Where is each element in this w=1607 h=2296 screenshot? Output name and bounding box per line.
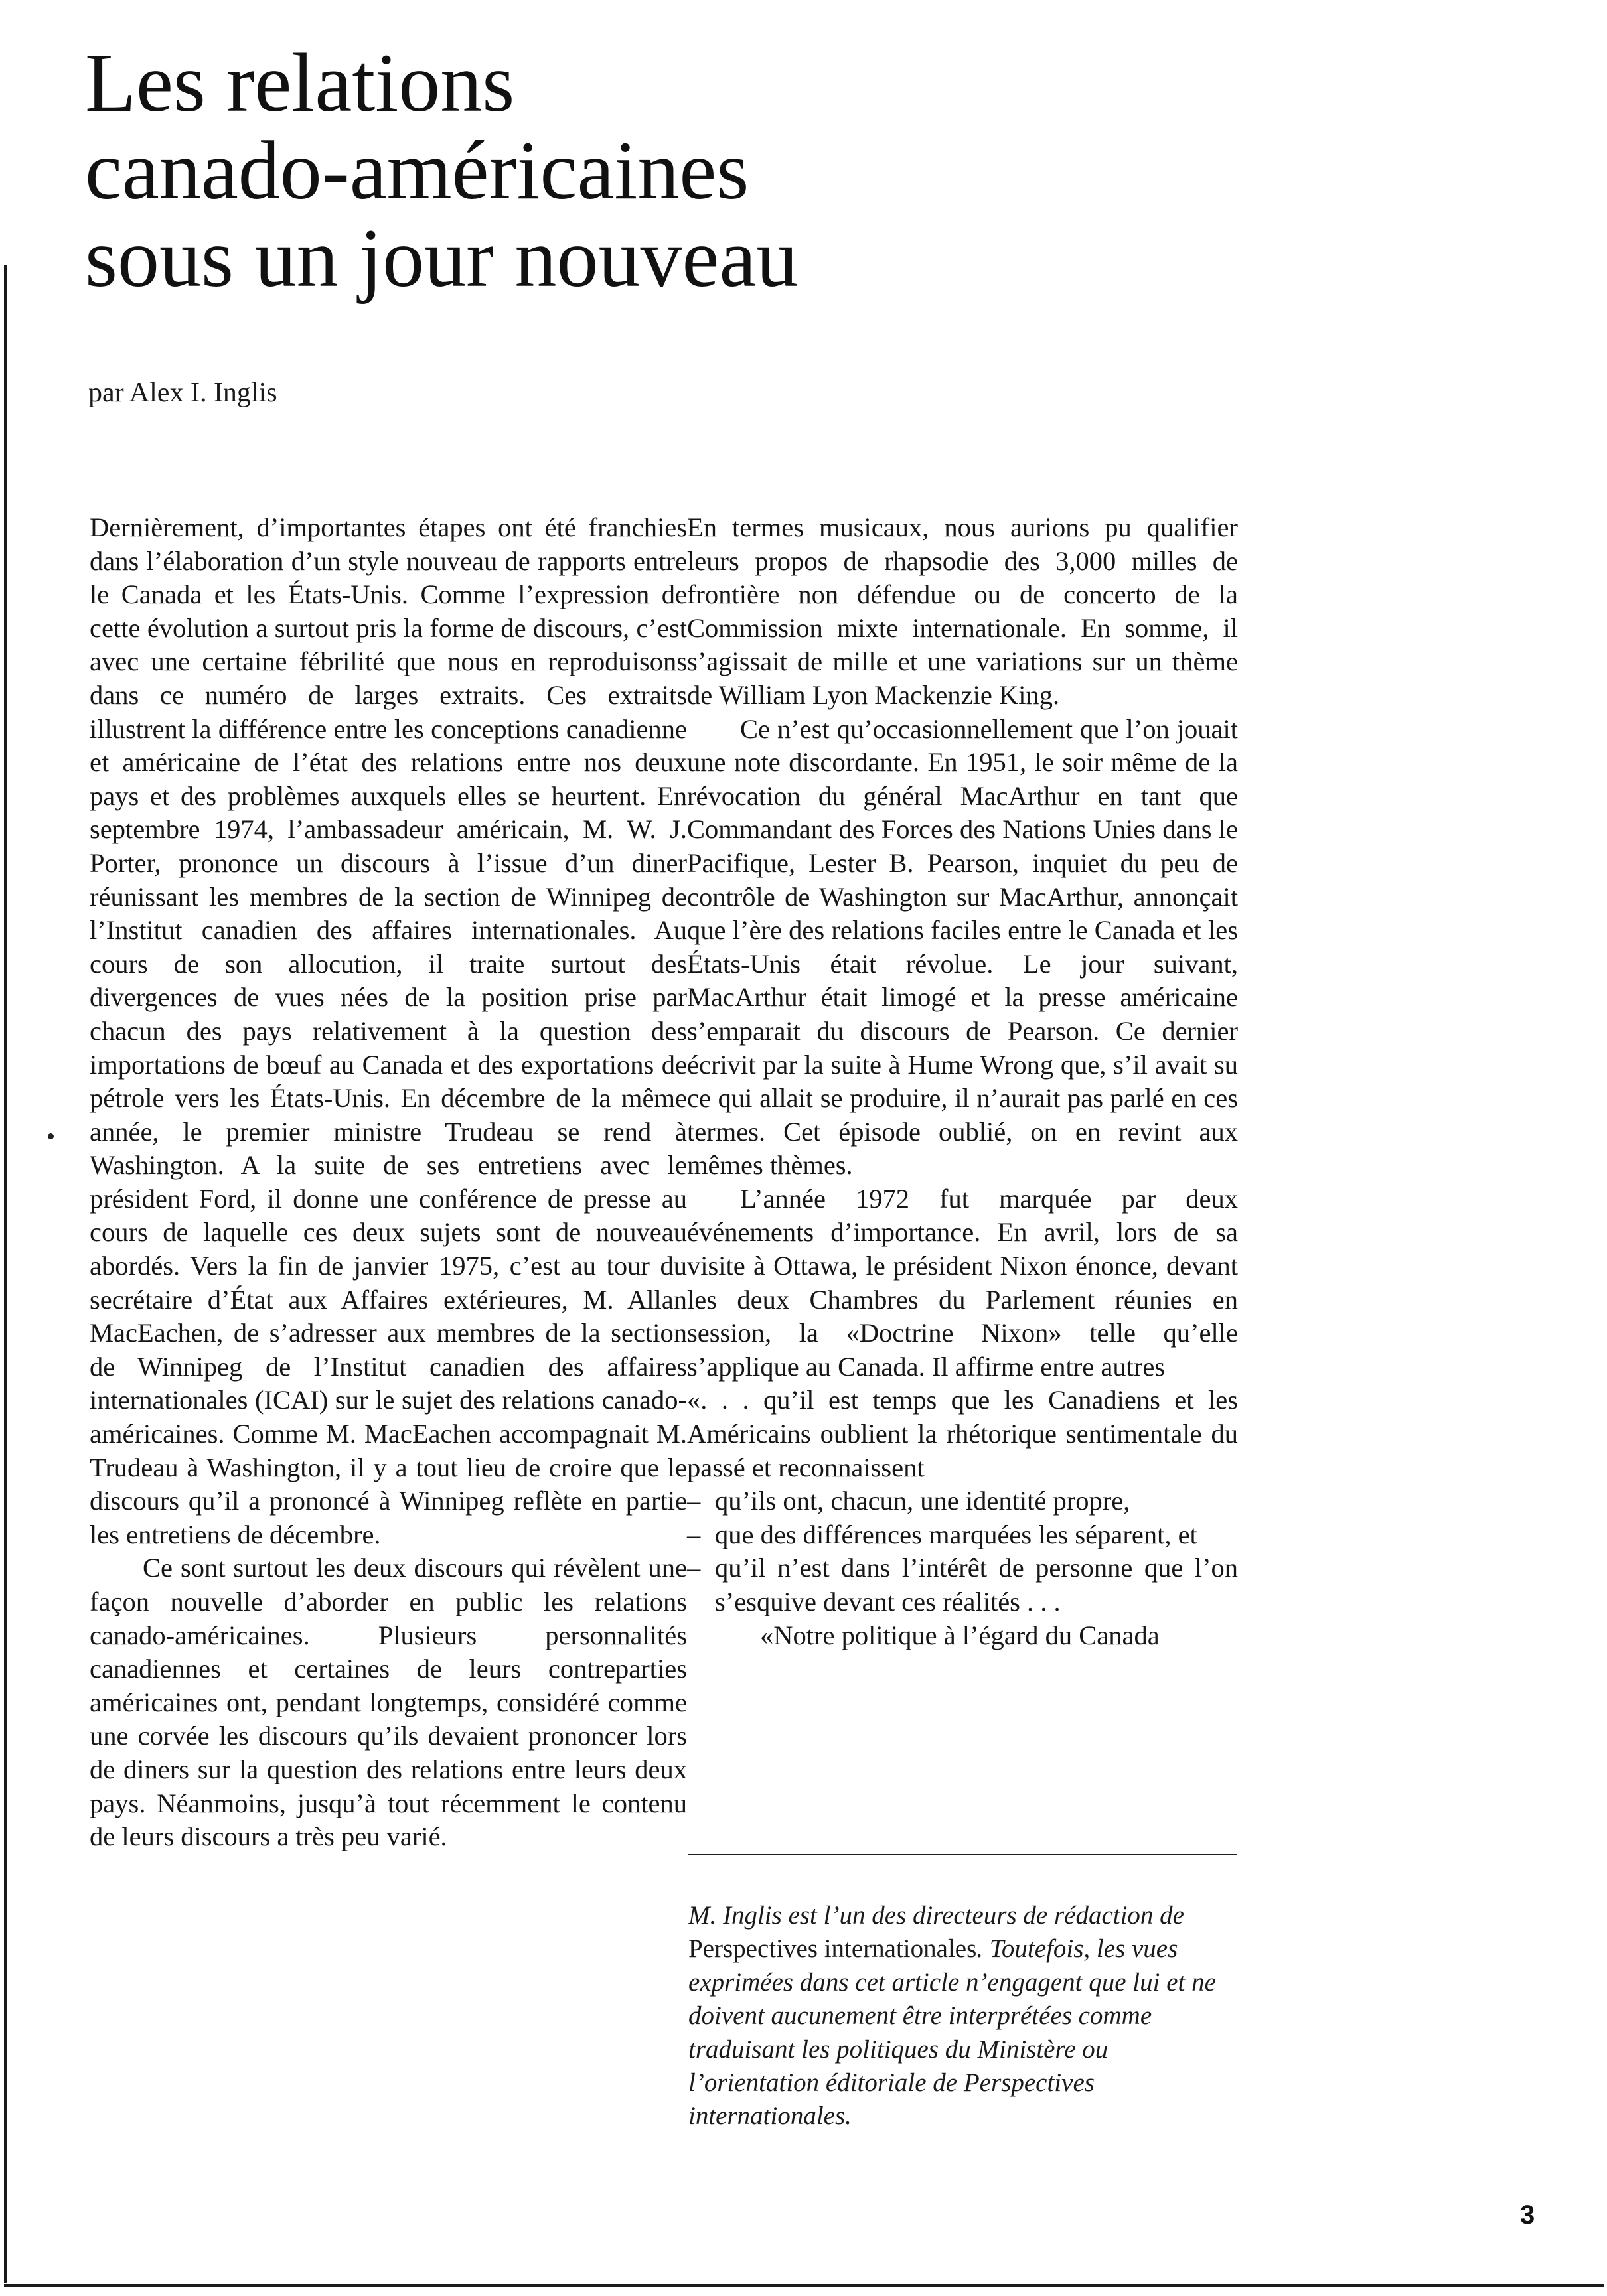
left-paragraph-2: Ce sont surtout les deux discours qui révèlent une façon nouvelle d’aborder en public les relations canado-américaines. Plusieurs personnalités canadiennes et certaines de leurs contreparties américaines ont, pendant longtemps, considéré comme une corvée les discours qu’ils devaient prononcer lors de diners sur la question des relations entre leurs deux pays. Néanmoins, jusqu’à tout récemment le contenu de leurs discours a très peu varié.	[90, 1553, 687, 1852]
right-column	[687, 511, 1238, 1652]
nixon-quote-continuation: «Notre politique à l’égard du Canada	[760, 1620, 1160, 1650]
title-line-1: Les relations	[85, 37, 515, 129]
quote-list-item	[687, 1518, 1238, 1552]
author-note-part-1: M. Inglis est l’un des directeurs de rédaction de	[688, 1901, 1184, 1930]
dash-marker: –	[687, 1553, 701, 1583]
right-paragraph-1: En termes musicaux, nous aurions pu qualifier leurs propos de rhapsodie des 3,000 milles de frontière non défendue ou de concerto de la Commission mixte internationale. En somme, il s’agissait de mille et une variations sur un thème de William Lyon Mackenzie King.	[687, 512, 1238, 710]
author-note-part-2: . Toutefois, les vues exprimées dans cet article n’engagent que lui et ne doivent aucunement être interprétées comme traduisant les politiques du Ministère ou l’orientation éditoriale de Perspectives internationales.	[688, 1934, 1216, 2131]
page-number: 3	[1520, 2200, 1535, 2230]
margin-dot	[48, 1133, 54, 1139]
article-title	[85, 37, 1280, 305]
page-border-bottom	[4, 2284, 1604, 2287]
publication-name: Perspectives internationales	[688, 1934, 977, 1964]
left-paragraph-1: Dernièrement, d’importantes étapes ont été franchies dans l’élaboration d’un style nouveau de rapports entre le Canada et les États-Unis. Comme l’expression de cette évolution a surtout pris la forme de discours, c’est avec une certaine fébrilité que nous en reproduisons dans ce numéro de larges extraits. Ces extraits illustrent la différence entre les conceptions canadienne et américaine de l’état des relations entre nos deux pays et des problèmes auxquels elles se heurtent. En septembre 1974, l’ambassadeur américain, M. W. J. Porter, prononce un discours à l’issue d’un diner réunissant les membres de la section de Winnipeg de l’Institut canadien des affaires internationales. Au cours de son allocution, il traite surtout des divergences de vues nées de la position prise par chacun des pays relativement à la question des importations de bœuf au Canada et des exportations de pétrole vers les États-Unis. En décembre de la même année, le premier ministre Trudeau se rend à Washington. A la suite de ses entretiens avec le président Ford, il donne une conférence de presse au cours de laquelle ces deux sujets sont de nouveau abordés. Vers la fin de janvier 1975, c’est au tour du secrétaire d’État aux Affaires extérieures, M. Allan MacEachen, de s’adresser aux membres de la section de Winnipeg de l’Institut canadien des affaires internationales (ICAI) sur le sujet des relations canado-américaines. Comme M. MacEachen accompagnait M. Trudeau à Washington, il y a tout lieu de croire que le discours qu’il a prononcé à Winnipeg reflète en partie les entretiens de décembre.	[90, 512, 687, 1549]
dash-marker: –	[687, 1486, 701, 1516]
quote-list-item-text: qu’il n’est dans l’intérêt de personne que l’on s’esquive devant ces réalités . . .	[715, 1553, 1238, 1616]
right-paragraph-3: L’année 1972 fut marquée par deux événements d’importance. En avril, lors de sa visite à Ottawa, le président Nixon énonce, devant les deux Chambres du Parlement réunies en session, la «Doctrine Nixon» telle qu’elle s’applique au Canada. Il affirme entre autres	[687, 1183, 1238, 1382]
nixon-quote-intro: «. . . qu’il est temps que les Canadiens et les Américains oublient la rhétorique sentimentale du passé et reconnaissent	[687, 1385, 1238, 1482]
dash-marker: –	[687, 1519, 701, 1549]
author-note	[688, 1899, 1239, 2133]
page-border-left	[4, 265, 7, 2283]
right-paragraph-2: Ce n’est qu’occasionnellement que l’on jouait une note discordante. En 1951, le soir même de la révocation du général MacArthur en tant que Commandant des Forces des Nations Unies dans le Pacifique, Lester B. Pearson, inquiet du peu de contrôle de Washington sur MacArthur, annonçait que l’ère des relations faciles entre le Canada et les États-Unis était révolue. Le jour suivant, MacArthur était limogé et la presse américaine s’emparait du discours de Pearson. Ce dernier écrivit par la suite à Hume Wrong que, s’il avait su ce qui allait se produire, il n’aurait pas parlé en ces termes. Cet épisode oublié, on en revint aux mêmes thèmes.	[687, 713, 1238, 1181]
title-line-3: sous un jour nouveau	[85, 212, 799, 305]
byline: par Alex I. Inglis	[88, 378, 277, 408]
quote-list-item	[687, 1551, 1238, 1618]
quote-list-item-text: que des différences marquées les séparent, et	[715, 1519, 1197, 1549]
left-column	[90, 511, 687, 1854]
quote-list-item-text: qu’ils ont, chacun, une identité propre,	[715, 1486, 1130, 1516]
footnote-divider	[688, 1854, 1237, 1855]
quote-list-item	[687, 1484, 1238, 1518]
title-line-2: canado-américaines	[85, 125, 749, 217]
